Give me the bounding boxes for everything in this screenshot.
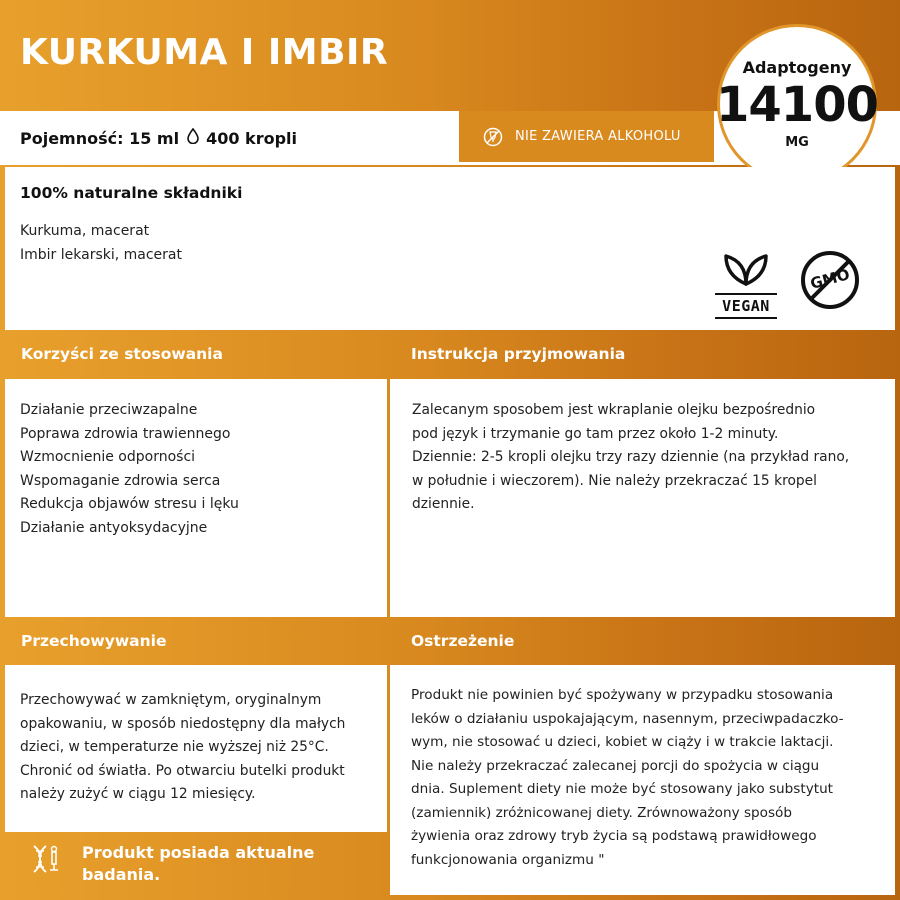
- text-line: leków o działaniu uspokajającym, nasennym, przeciwpadaczko-: [411, 710, 844, 727]
- dna-icon: [28, 842, 62, 876]
- badge-value: 14100: [716, 77, 878, 133]
- storage-heading: Przechowywanie: [21, 632, 167, 650]
- text-line: Chronić od światła. Po otwarciu butelki produkt: [20, 762, 345, 779]
- research-note: [28, 842, 378, 886]
- text-line: dziennie.: [412, 496, 475, 512]
- drops-count: 400 kropli: [206, 128, 297, 148]
- text-line: opakowaniu, w sposób niedostępny dla małych: [20, 715, 346, 732]
- storage-panel: [5, 665, 387, 832]
- drop-icon: [187, 128, 199, 148]
- text-line: należy zużyć w ciągu 12 miesięcy.: [20, 786, 256, 802]
- vegan-label: VEGAN: [722, 297, 770, 315]
- ingredient-item: Imbir lekarski, macerat: [20, 247, 182, 263]
- instructions-panel: [390, 379, 895, 617]
- text-line: (zamiennik) zróżnicowanej diety. Zrównoważony sposób: [411, 804, 792, 821]
- list-item: Działanie przeciwzapalne: [20, 402, 198, 418]
- research-note-line: badania.: [82, 865, 161, 884]
- list-item: Działanie antyoksydacyjne: [20, 519, 208, 536]
- badge-unit: MG: [785, 135, 809, 150]
- list-item: Wspomaganie zdrowia serca: [20, 472, 221, 489]
- ingredients-heading: 100% naturalne składniki: [20, 184, 243, 202]
- text-line: wym, nie stosować u dzieci, kobiet w ciąży i w trakcie laktacji.: [411, 734, 834, 750]
- research-note-line: Produkt posiada aktualne: [82, 843, 315, 862]
- instructions-heading: Instrukcja przyjmowania: [411, 345, 626, 363]
- research-note-text: [82, 842, 314, 886]
- text-line: w południe i wieczorem). Nie należy przekraczać 15 kropel: [412, 472, 817, 489]
- vegan-icon: [712, 248, 780, 314]
- text-line: Nie należy przekraczać zalecanej porcji do spożycia w ciągu: [411, 757, 820, 774]
- text-line: funkcjonowania organizmu ": [411, 851, 605, 868]
- benefits-heading: Korzyści ze stosowania: [21, 345, 223, 363]
- list-item: Wzmocnienie odporności: [20, 449, 196, 465]
- benefits-panel: [5, 379, 387, 617]
- text-line: Produkt nie powinien być spożywany w przypadku stosowania: [411, 687, 834, 703]
- adaptogen-badge: [717, 24, 877, 184]
- text-line: dnia. Suplement diety nie może być stosowany jako substytut: [411, 781, 834, 797]
- capacity-label: Pojemność: 15 ml: [20, 128, 180, 148]
- ingredient-item: Kurkuma, macerat: [20, 223, 150, 239]
- list-item: Redukcja objawów stresu i lęku: [20, 496, 239, 512]
- no-alcohol-icon: [483, 127, 503, 147]
- text-line: Dziennie: 2-5 kropli olejku trzy razy dziennie (na przykład rano,: [412, 449, 850, 465]
- gmo-label: GMO: [808, 265, 852, 293]
- text-line: Zalecanym sposobem jest wkraplanie olejku bezpośrednio: [412, 402, 816, 418]
- warning-heading: Ostrzeżenie: [411, 632, 515, 650]
- alcohol-free-label: NIE ZAWIERA ALKOHOLU: [515, 129, 681, 144]
- badge-label: Adaptogeny: [742, 58, 852, 77]
- text-line: żywienia oraz zdrowy tryb życia są podstawą prawidłowego: [411, 828, 817, 844]
- text-line: pod język i trzymanie go tam przez około 1-2 minuty.: [412, 425, 779, 442]
- capacity-info: [0, 111, 458, 165]
- text-line: Przechowywać w zamkniętym, oryginalnym: [20, 692, 322, 708]
- product-title: KURKUMA I IMBIR: [20, 32, 389, 73]
- list-item: Poprawa zdrowia trawiennego: [20, 425, 231, 442]
- text-line: dzieci, w temperaturze nie wyższej niż 25°C.: [20, 739, 329, 755]
- gmo-free-icon: [798, 250, 862, 310]
- warning-panel: [390, 665, 895, 895]
- alcohol-free-banner: [459, 111, 714, 162]
